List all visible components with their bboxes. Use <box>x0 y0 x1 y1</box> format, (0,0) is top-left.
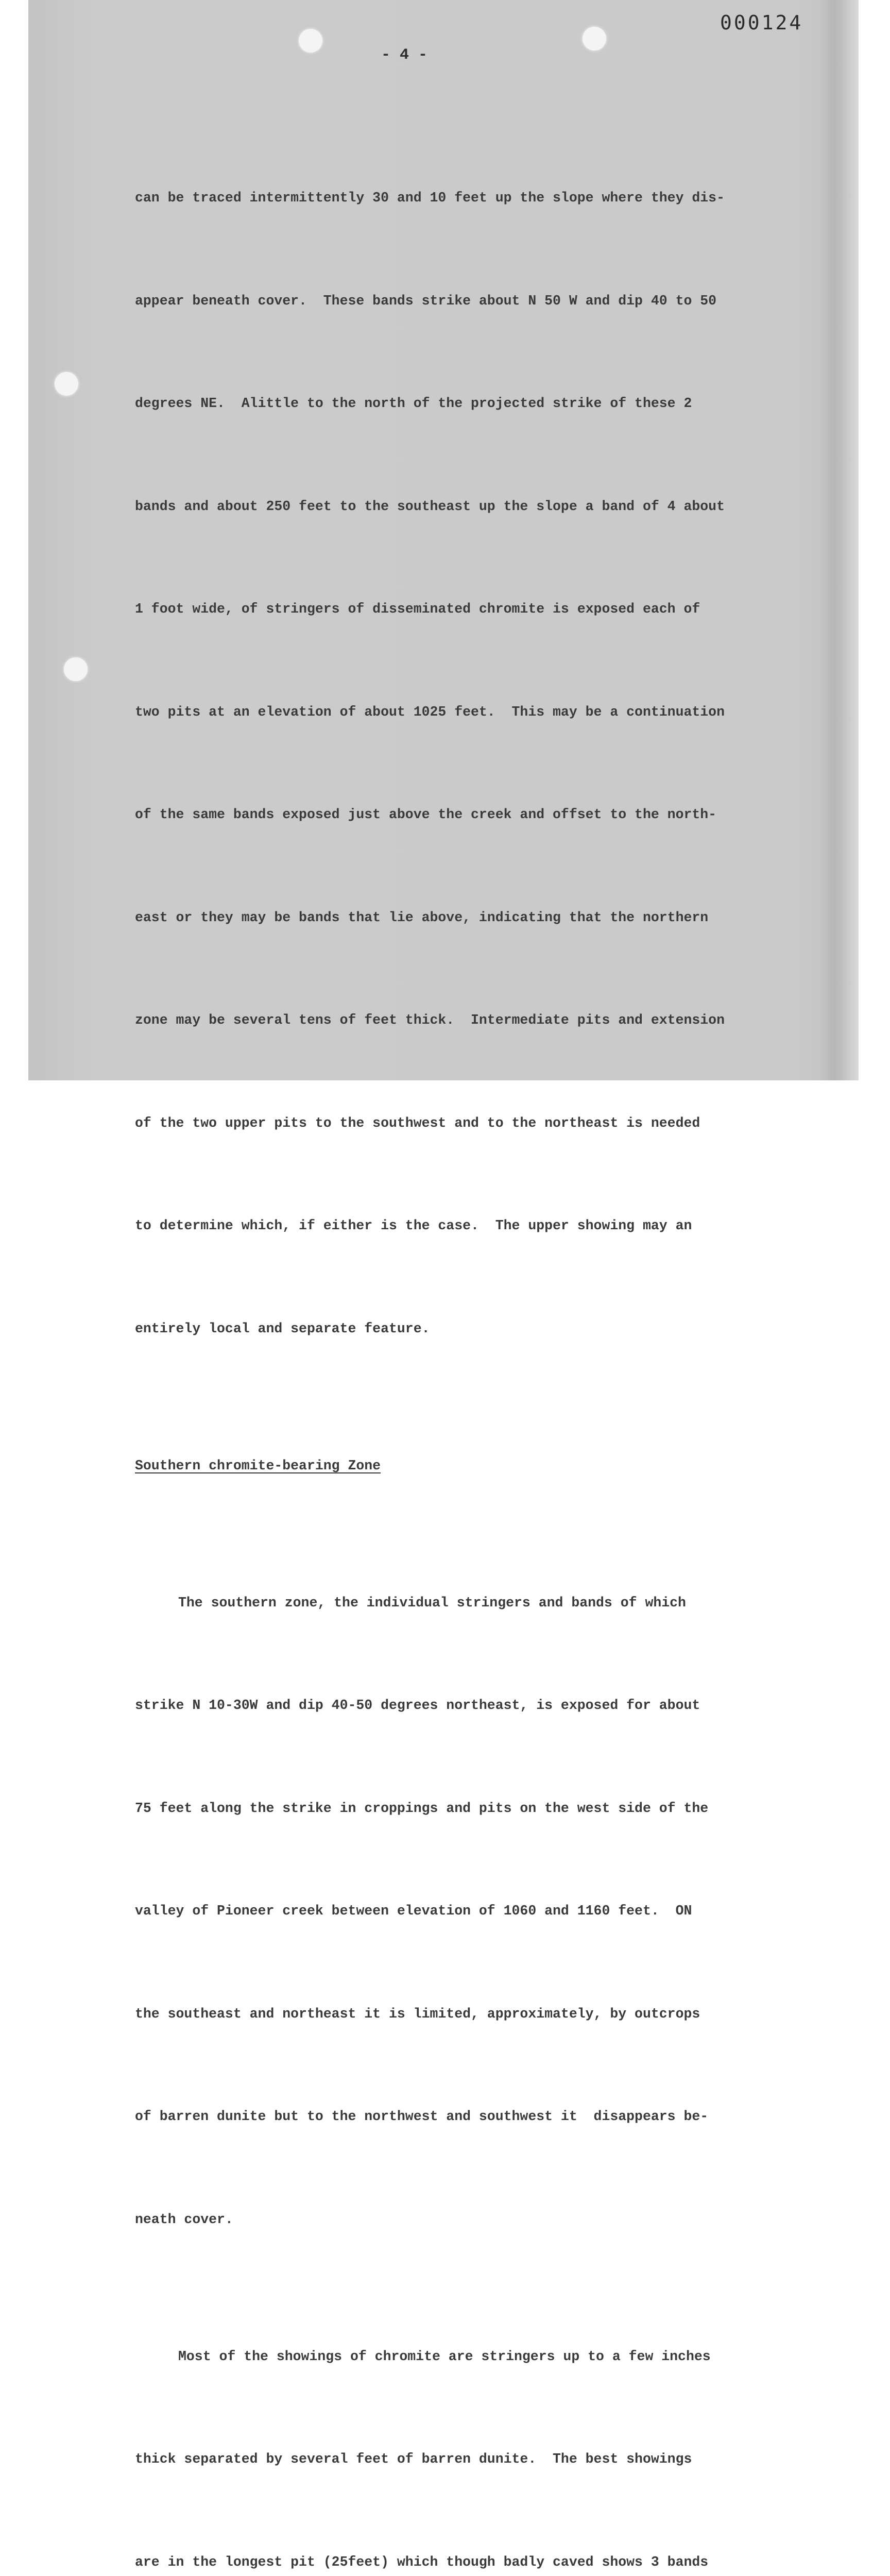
text-line: two pits at an elevation of about 1025 feet. This may be a continuation <box>135 695 763 730</box>
text-line: of barren dunite but to the northwest and southwest it disappears be- <box>135 2099 763 2134</box>
text-line: the southeast and northeast it is limited, approximately, by outcrops <box>135 1997 763 2031</box>
text-line: 75 feet along the strike in croppings and pits on the west side of the <box>135 1791 763 1826</box>
text-line: valley of Pioneer creek between elevation of 1060 and 1160 feet. ON <box>135 1894 763 1928</box>
text-line: Most of the showings of chromite are stringers up to a few inches <box>135 2340 763 2374</box>
text-line: can be traced intermittently 30 and 10 feet up the slope where they dis- <box>135 181 763 215</box>
punch-hole-top-left <box>299 29 322 53</box>
text-line: bands and about 250 feet to the southeast up the slope a band of 4 about <box>135 489 763 524</box>
text-line: east or they may be bands that lie above, indicating that the northern <box>135 901 763 935</box>
text-line: The southern zone, the individual stringers and bands of which <box>135 1586 763 1620</box>
text-line: 1 foot wide, of stringers of disseminated chromite is exposed each of <box>135 592 763 626</box>
text-line: of the same bands exposed just above the creek and offset to the north- <box>135 798 763 832</box>
text-line: neath cover. <box>135 2202 763 2237</box>
text-line: of the two upper pits to the southwest and to the northeast is needed <box>135 1106 763 1141</box>
text-line: appear beneath cover. These bands strike about N 50 W and dip 40 to 50 <box>135 284 763 318</box>
text-line: to determine which, if either is the case. The upper showing may an <box>135 1209 763 1243</box>
text-line: are in the longest pit (25feet) which though badly caved shows 3 bands <box>135 2545 763 2576</box>
page-edge-shadow <box>819 0 859 1080</box>
punch-hole-top-right <box>583 27 606 50</box>
document-body <box>135 112 763 2576</box>
text-line: strike N 10-30W and dip 40-50 degrees northeast, is exposed for about <box>135 1688 763 1723</box>
text-line: zone may be several tens of feet thick. Intermediate pits and extension <box>135 1003 763 1038</box>
document-number: 000124 <box>720 11 803 34</box>
punch-hole-lower <box>64 657 88 681</box>
text-line: thick separated by several feet of barren dunite. The best showings <box>135 2442 763 2477</box>
punch-hole-middle <box>55 372 78 396</box>
section-heading: Southern chromite-bearing Zone <box>135 1449 763 1483</box>
text-line: degrees NE. Alittle to the north of the projected strike of these 2 <box>135 386 763 421</box>
page-number: - 4 - <box>381 46 427 64</box>
text-line: entirely local and separate feature. <box>135 1312 763 1346</box>
